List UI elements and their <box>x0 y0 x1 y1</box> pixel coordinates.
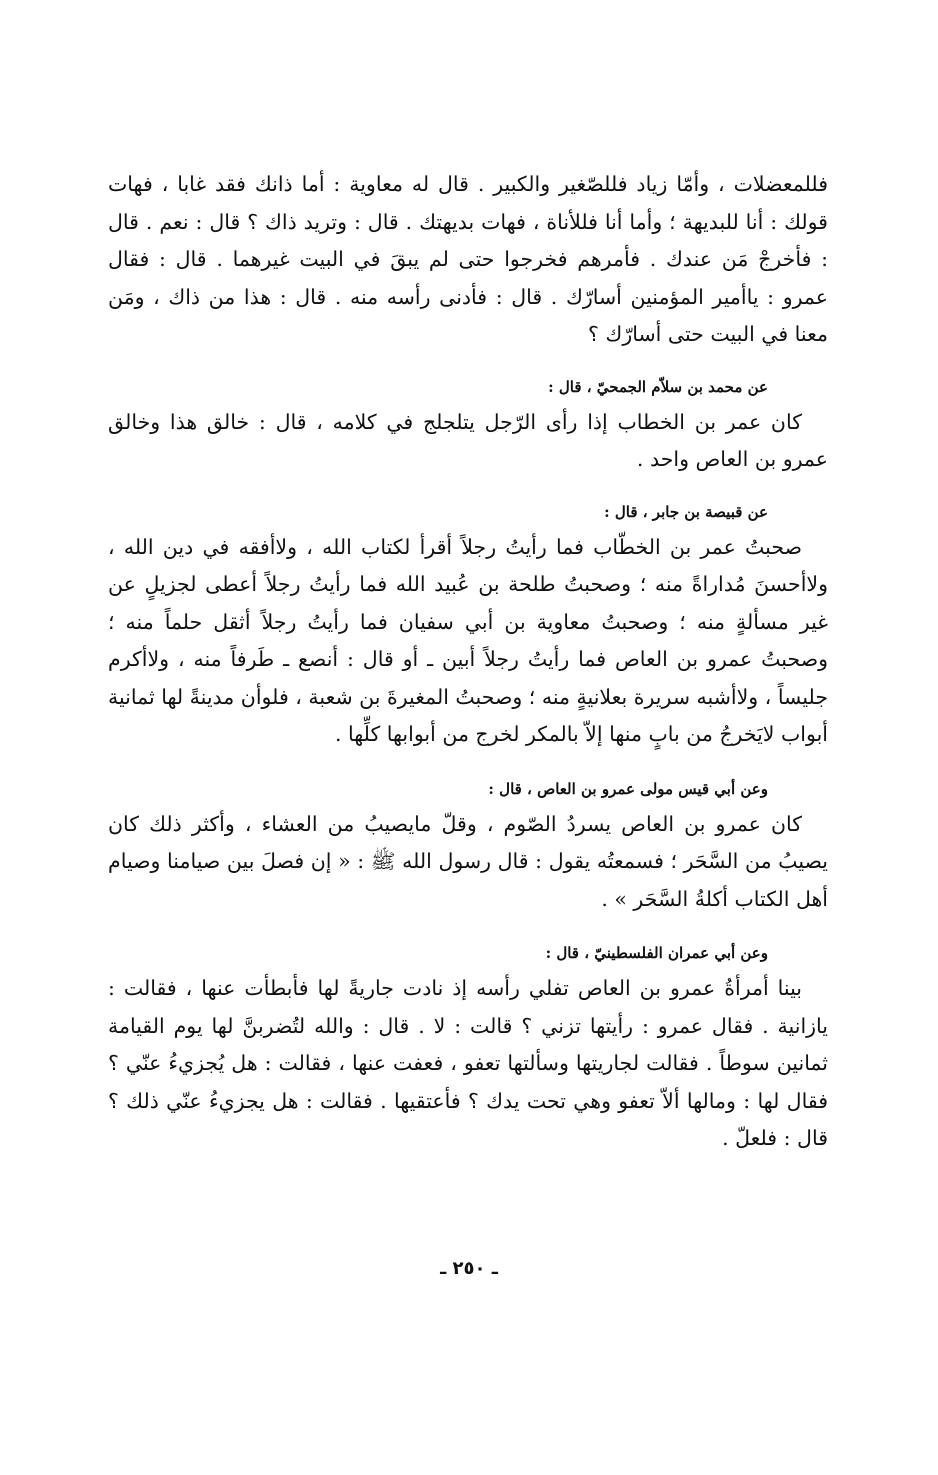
section-paragraph: كان عمر بن الخطاب إذا رأى الرّجل يتلجلج في كلامه ، قال : خالق هذا وخالق عمرو بن العاص واحد . <box>108 409 828 471</box>
section-heading: وعن أبي قيس مولى عمرو بن العاص ، قال : <box>488 779 768 798</box>
section-heading: عن قبيصة بن جابر ، قال : <box>604 502 768 521</box>
section-paragraph: بينا أمرأةُ عمرو بن العاص تفلي رأسه إذ نادت جاريةً لها فأبطأت عنها ، فقالت : يازانية . فقال عمرو : رأيتها تزني ؟ قالت : لا . قال : والله لتُضربنَّ لها يوم القيامة ثمانين سوطاً . فقالت لجاريتها وسألتها تعفو ، فعفت عنها ، فقالت : هل يُجزيءُ عنّي ؟ فقال لها : ومالها ألاّ تعفو وهي تحت يدك ؟ فأعتقيها . فقالت : هل يجزيءُ عنّي ذلك ؟ قال : فلعلّ . <box>108 976 828 1150</box>
page-number: ـ ٢٥٠ ـ <box>440 1258 498 1279</box>
intro-paragraph: فللمعضلات ، وأمّا زياد فللصّغير والكبير . قال له معاوية : أما ذانك فقد غابا ، فهات قولك : أنا للبديهة ؛ وأما أنا فللأناة ، فهات بديهتك . قال : وتريد ذاك ؟ قال : نعم . قال : فأخرجْ مَن عندك . فأمرهم فخرجوا حتى لم يبقَ في البيت غيرهما . قال : فقال عمرو : ياأمير المؤمنين أسارّك . قال : فأدنى رأسه منه . قال : هذا من ذاك ، ومَن معنا في البيت حتى أسارّك ؟ <box>108 172 828 346</box>
section-paragraph: كان عمرو بن العاص يسردُ الصّوم ، وقلّ مايصيبُ من العشاء ، وأكثر ذلك كان يصيبُ من السَّحَر ؛ فسمعتُه يقول : قال رسول الله ﷺ : « إن فصلَ بين صيامنا وصيام أهل الكتاب أكلةُ السَّحَر » . <box>108 811 828 911</box>
section-paragraph: صحبتُ عمر بن الخطّاب فما رأيتُ رجلاً أقرأ لكتاب الله ، ولاأفقه في دين الله ، ولاأحسنَ مُداراةً منه ؛ وصحبتُ طلحة بن عُبيد الله فما رأيتُ رجلاً أعطى لجزيلٍ عن غير مسألةٍ منه ؛ وصحبتُ معاوية بن أبي سفيان فما رأيتُ رجلاً أثقل حلماً منه ؛ وصحبتُ عمرو بن العاص فما رأيتُ رجلاً أبين ـ أو قال : أنصع ـ طَرفاً منه ، ولاأكرم جليساً ، ولاأشبه سريرة بعلانيةٍ منه ؛ وصحبتُ المغيرةَ بن شعبة ، فلوأن مدينةً لها ثمانية أبواب لايَخرجُ من بابٍ منها إلاّ بالمكر لخرج من أبوابها كلِّها . <box>108 534 828 746</box>
section-heading: عن محمد بن سلاّم الجمحيّ ، قال : <box>548 377 768 396</box>
page-body <box>108 166 828 1158</box>
section-heading: وعن أبي عمران الفلسطينيّ ، قال : <box>545 944 768 962</box>
